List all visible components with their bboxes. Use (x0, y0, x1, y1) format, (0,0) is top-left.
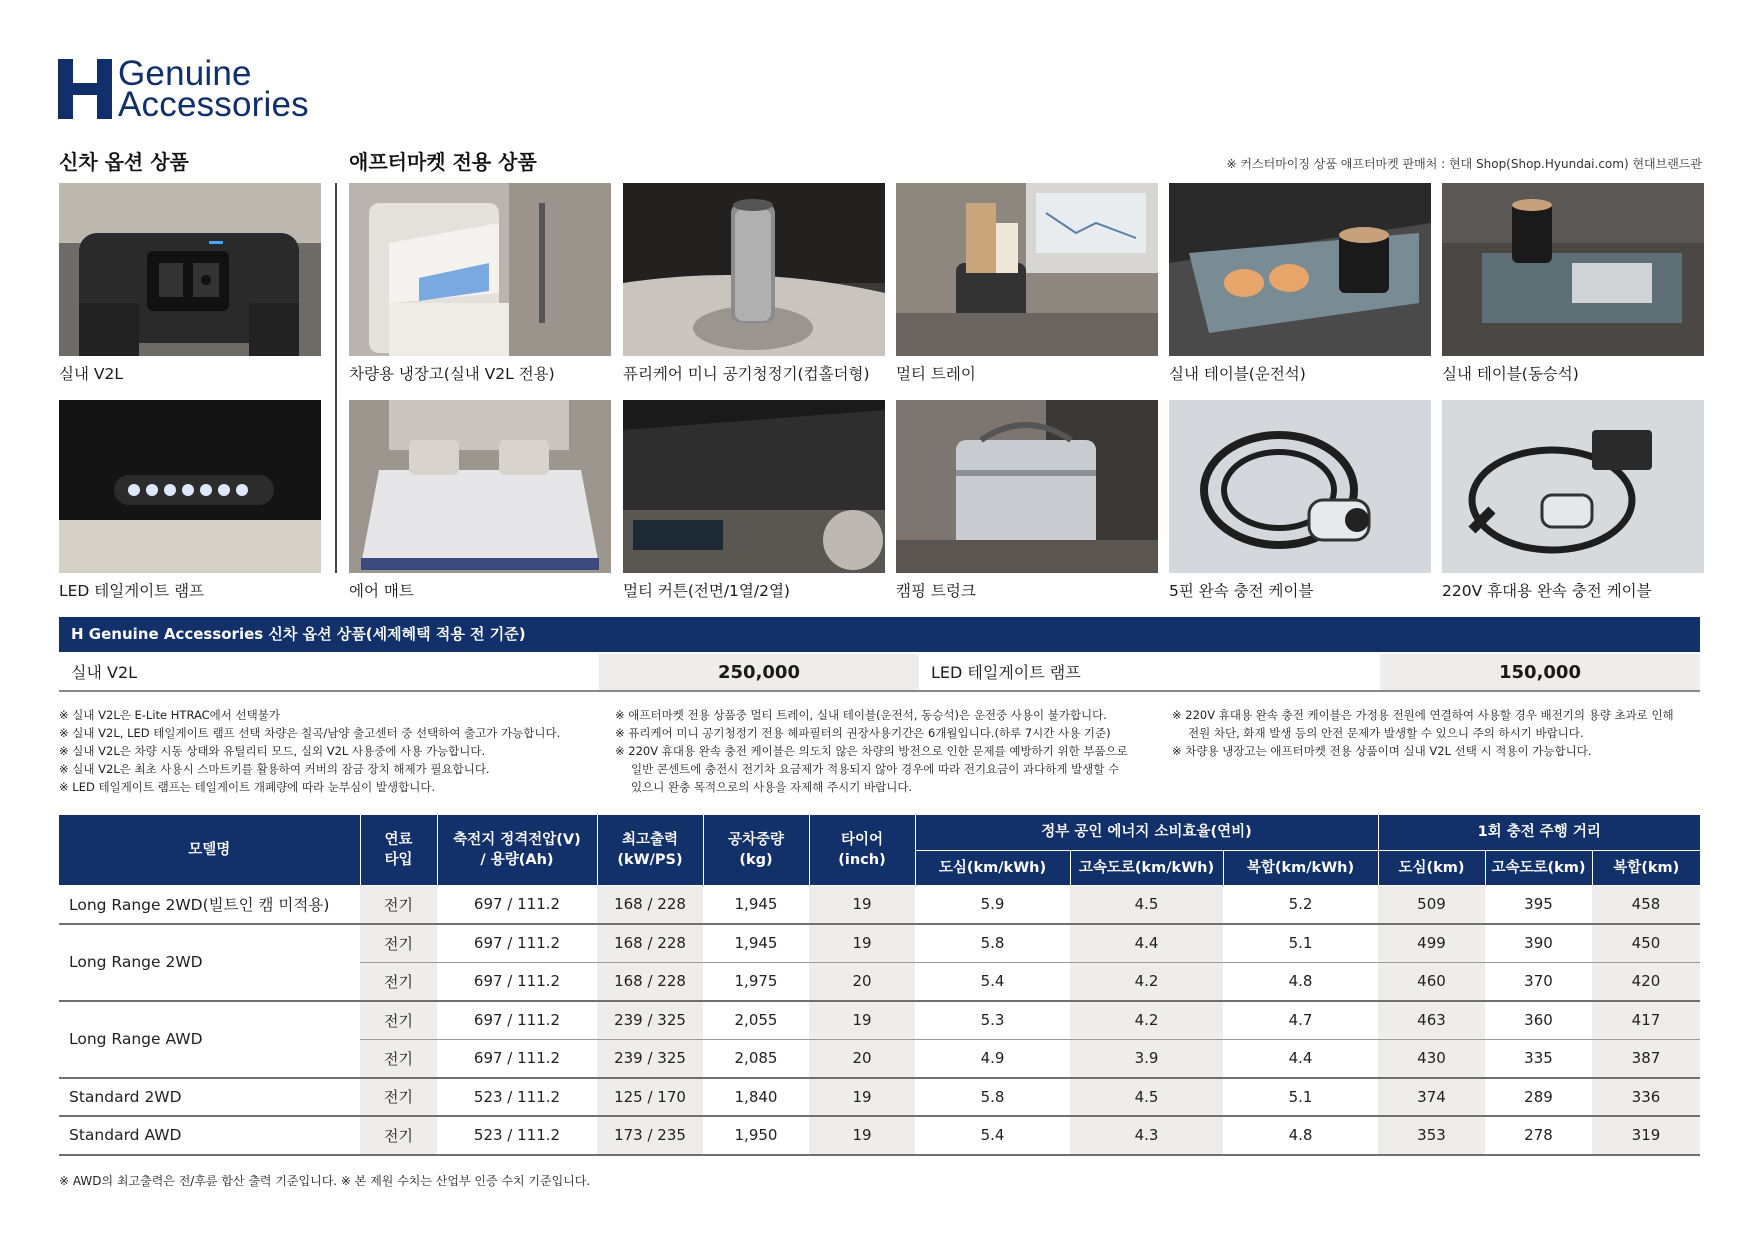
note-line: ※ 실내 V2L은 E-Lite HTRAC에서 선택불가 (59, 708, 280, 722)
cell: 4.2 (1070, 962, 1223, 1001)
charging-cable-photo (1169, 400, 1431, 573)
cell: 1,950 (703, 1116, 809, 1155)
table-footnote: ※ AWD의 최고출력은 전/후륜 합산 출력 기준입니다. ※ 본 제원 수치는 산업부 인증 수치 기준입니다. (59, 1174, 591, 1188)
product-label: 5핀 완속 충전 케이블 (1169, 582, 1314, 600)
col-header-range: 1회 충전 주행 거리 (1378, 815, 1700, 850)
product-label: 차량용 냉장고(실내 V2L 전용) (349, 365, 555, 383)
hyundai-h-icon (58, 59, 112, 119)
section-divider (335, 183, 337, 573)
cell: 697 / 111.2 (437, 1001, 597, 1040)
cell: 509 (1378, 885, 1485, 924)
cell: 2,085 (703, 1039, 809, 1078)
cell: 19 (809, 1001, 915, 1040)
cell: 336 (1592, 1078, 1700, 1117)
notes-column-3 (1172, 706, 1674, 760)
product-label: 멀티 트레이 (896, 365, 976, 383)
cell: 697 / 111.2 (437, 924, 597, 963)
logo-wordmark: Genuine Accessories (118, 54, 309, 124)
cell: 168 / 228 (597, 885, 703, 924)
notes-column-2 (615, 706, 1128, 796)
cell: 278 (1485, 1116, 1592, 1155)
led-lamp-photo (59, 400, 321, 573)
cell: 1,840 (703, 1078, 809, 1117)
note-line: ※ 실내 V2L은 최초 사용시 스마트키를 활용하여 커버의 잠금 장치 해제가 필요합니다. (59, 762, 490, 776)
table-row (59, 1116, 1700, 1155)
cell: 370 (1485, 962, 1592, 1001)
cell: 4.5 (1070, 885, 1223, 924)
col-header-weight: 공차중량 (kg) (703, 815, 809, 885)
product-label: LED 테일게이트 램프 (59, 582, 205, 600)
product-card-fridge (349, 183, 611, 384)
cell: 374 (1378, 1078, 1485, 1117)
cell: 19 (809, 1078, 915, 1117)
air-mat-photo (349, 400, 611, 573)
product-label: 캠핑 트렁크 (896, 582, 976, 600)
note-line: 있으니 완충 목적으로의 사용을 자제해 주시기 바랍니다. (631, 780, 913, 794)
col-header-fuel: 연료 타입 (360, 815, 437, 885)
product-label: 멀티 커튼(전면/1열/2열) (623, 582, 790, 600)
cell: 4.4 (1070, 924, 1223, 963)
cell: 5.8 (915, 924, 1070, 963)
note-line: ※ 220V 휴대용 완속 충전 케이블은 가정용 전원에 연결하여 사용할 경우 배전기의 용량 초과로 인해 (1172, 708, 1674, 722)
cell: 523 / 111.2 (437, 1116, 597, 1155)
product-card-indoor-v2l (59, 183, 321, 384)
new-car-options-title: 신차 옵션 상품 (59, 150, 189, 174)
price-item-value: 150,000 (1380, 654, 1700, 690)
model-name: Standard 2WD (59, 1078, 360, 1117)
table-row (59, 1078, 1700, 1117)
product-card-passenger-table (1442, 183, 1704, 384)
cell: 전기 (360, 1078, 437, 1117)
note-line: ※ 실내 V2L, LED 테일게이트 램프 선택 차량은 칠곡/남양 출고센터 중 선택하여 출고가 가능합니다. (59, 726, 561, 740)
cell: 390 (1485, 924, 1592, 963)
cell: 20 (809, 962, 915, 1001)
fridge-photo (349, 183, 611, 356)
cell: 1,945 (703, 885, 809, 924)
product-label: 220V 휴대용 완속 충전 케이블 (1442, 582, 1652, 600)
product-card-charging-cable (1169, 400, 1431, 601)
cell: 697 / 111.2 (437, 1039, 597, 1078)
cell: 5.4 (915, 1116, 1070, 1155)
cell: 239 / 325 (597, 1039, 703, 1078)
product-card-portable-cable (1442, 400, 1704, 601)
passenger-table-photo (1442, 183, 1704, 356)
cell: 697 / 111.2 (437, 885, 597, 924)
cell: 395 (1485, 885, 1592, 924)
cell: 4.5 (1070, 1078, 1223, 1117)
cell: 5.2 (1223, 885, 1378, 924)
product-label: 에어 매트 (349, 582, 414, 600)
curtain-photo (623, 400, 885, 573)
col-header-eff-city: 도심(km/kWh) (915, 850, 1070, 885)
cell: 5.8 (915, 1078, 1070, 1117)
cell: 20 (809, 1039, 915, 1078)
note-line: ※ 220V 휴대용 완속 충전 케이블은 의도치 않은 차량의 방전으로 인한 문제를 예방하기 위한 부품으로 (615, 744, 1128, 758)
note-line: ※ 애프터마켓 전용 상품중 멀티 트레이, 실내 테이블(운전석, 동승석)은 운전중 사용이 불가합니다. (615, 708, 1107, 722)
model-name: Standard AWD (59, 1116, 360, 1155)
cell: 463 (1378, 1001, 1485, 1040)
cell: 19 (809, 1116, 915, 1155)
cell: 430 (1378, 1039, 1485, 1078)
col-header-battery: 축전지 정격전압(V) / 용량(Ah) (437, 815, 597, 885)
product-label: 실내 V2L (59, 365, 123, 383)
air-purifier-photo (623, 183, 885, 356)
note-line: 일반 콘센트에 충전시 전기차 요금제가 적용되지 않아 경우에 따라 전기요금이 과다하게 발생할 수 (631, 762, 1120, 776)
cell: 5.1 (1223, 1078, 1378, 1117)
cell: 1,975 (703, 962, 809, 1001)
cell: 289 (1485, 1078, 1592, 1117)
spec-table (59, 815, 1700, 1156)
product-card-air-purifier (623, 183, 885, 384)
driver-table-photo (1169, 183, 1431, 356)
model-name: Long Range 2WD (59, 924, 360, 1001)
cell: 4.8 (1223, 1116, 1378, 1155)
aftermarket-note: ※ 커스터마이징 상품 애프터마켓 판매처 : 현대 Shop(Shop.Hyundai.com) 현대브랜드관 (1226, 157, 1702, 171)
cell: 4.4 (1223, 1039, 1378, 1078)
camping-trunk-photo (896, 400, 1158, 573)
cell: 450 (1592, 924, 1700, 963)
cell: 3.9 (1070, 1039, 1223, 1078)
cell: 523 / 111.2 (437, 1078, 597, 1117)
cell: 239 / 325 (597, 1001, 703, 1040)
col-header-model: 모델명 (59, 815, 360, 885)
product-card-multi-tray (896, 183, 1158, 384)
col-header-tire: 타이어 (inch) (809, 815, 915, 885)
product-card-led-lamp (59, 400, 321, 601)
col-header-range-highway: 고속도로(km) (1485, 850, 1592, 885)
price-row (59, 654, 1700, 692)
table-row (59, 1001, 1700, 1040)
cell: 360 (1485, 1001, 1592, 1040)
model-name: Long Range 2WD(빌트인 캠 미적용) (59, 885, 360, 924)
col-header-efficiency: 정부 공인 에너지 소비효율(연비) (915, 815, 1378, 850)
product-card-camping-trunk (896, 400, 1158, 601)
cell: 319 (1592, 1116, 1700, 1155)
product-label: 실내 테이블(운전석) (1169, 365, 1306, 383)
cell: 4.8 (1223, 962, 1378, 1001)
col-header-eff-highway: 고속도로(km/kWh) (1070, 850, 1223, 885)
cell: 4.7 (1223, 1001, 1378, 1040)
table-row (59, 924, 1700, 963)
col-header-power: 최고출력 (kW/PS) (597, 815, 703, 885)
cell: 499 (1378, 924, 1485, 963)
cell: 4.9 (915, 1039, 1070, 1078)
cell: 417 (1592, 1001, 1700, 1040)
note-line: ※ 실내 V2L은 차량 시동 상태와 유틸리티 모드, 실외 V2L 사용중에 사용 가능합니다. (59, 744, 486, 758)
cell: 2,055 (703, 1001, 809, 1040)
col-header-range-city: 도심(km) (1378, 850, 1485, 885)
cell: 전기 (360, 1116, 437, 1155)
cell: 5.4 (915, 962, 1070, 1001)
cell: 387 (1592, 1039, 1700, 1078)
brand-logo (58, 54, 309, 124)
cell: 전기 (360, 885, 437, 924)
product-label: 실내 테이블(동승석) (1442, 365, 1579, 383)
cell: 5.9 (915, 885, 1070, 924)
cell: 19 (809, 885, 915, 924)
col-header-range-combined: 복합(km) (1592, 850, 1700, 885)
cell: 697 / 111.2 (437, 962, 597, 1001)
cell: 전기 (360, 962, 437, 1001)
price-item-label: 실내 V2L (71, 663, 138, 682)
cell: 전기 (360, 1001, 437, 1040)
cell: 125 / 170 (597, 1078, 703, 1117)
cell: 19 (809, 924, 915, 963)
price-item-label: LED 테일게이트 램프 (931, 663, 1081, 682)
model-name: Long Range AWD (59, 1001, 360, 1078)
cell: 5.3 (915, 1001, 1070, 1040)
cell: 173 / 235 (597, 1116, 703, 1155)
cell: 168 / 228 (597, 962, 703, 1001)
cell: 168 / 228 (597, 924, 703, 963)
note-line: ※ 퓨리케어 미니 공기청정기 전용 헤파필터의 권장사용기간은 6개월입니다.(하루 7시간 사용 기준) (615, 726, 1111, 740)
notes-column-1 (59, 706, 560, 796)
note-line: ※ 차량용 냉장고는 애프터마켓 전용 상품이며 실내 V2L 선택 시 적용이 가능합니다. (1172, 744, 1592, 758)
cell: 전기 (360, 924, 437, 963)
product-card-driver-table (1169, 183, 1431, 384)
table-row (59, 885, 1700, 924)
cell: 5.1 (1223, 924, 1378, 963)
cell: 335 (1485, 1039, 1592, 1078)
cell: 전기 (360, 1039, 437, 1078)
cell: 460 (1378, 962, 1485, 1001)
price-item-value: 250,000 (599, 654, 919, 690)
col-header-eff-combined: 복합(km/kWh) (1223, 850, 1378, 885)
product-card-curtain (623, 400, 885, 601)
multi-tray-photo (896, 183, 1158, 356)
v2l-outlet-photo (59, 183, 321, 356)
note-line: 전원 차단, 화재 발생 등의 안전 문제가 발생할 수 있으니 주의 하시기 바랍니다. (1188, 726, 1584, 740)
product-label: 퓨리케어 미니 공기청정기(컵홀더형) (623, 365, 870, 383)
product-card-air-mat (349, 400, 611, 601)
cell: 458 (1592, 885, 1700, 924)
note-line: ※ LED 테일게이트 램프는 테일게이트 개폐량에 따라 눈부심이 발생합니다. (59, 780, 436, 794)
cell: 353 (1378, 1116, 1485, 1155)
aftermarket-title: 애프터마켓 전용 상품 (349, 150, 537, 174)
cell: 4.3 (1070, 1116, 1223, 1155)
cell: 420 (1592, 962, 1700, 1001)
price-band-title: H Genuine Accessories 신차 옵션 상품(세제혜택 적용 전 기준) (59, 617, 1700, 652)
cell: 4.2 (1070, 1001, 1223, 1040)
cell: 1,945 (703, 924, 809, 963)
portable-cable-photo (1442, 400, 1704, 573)
